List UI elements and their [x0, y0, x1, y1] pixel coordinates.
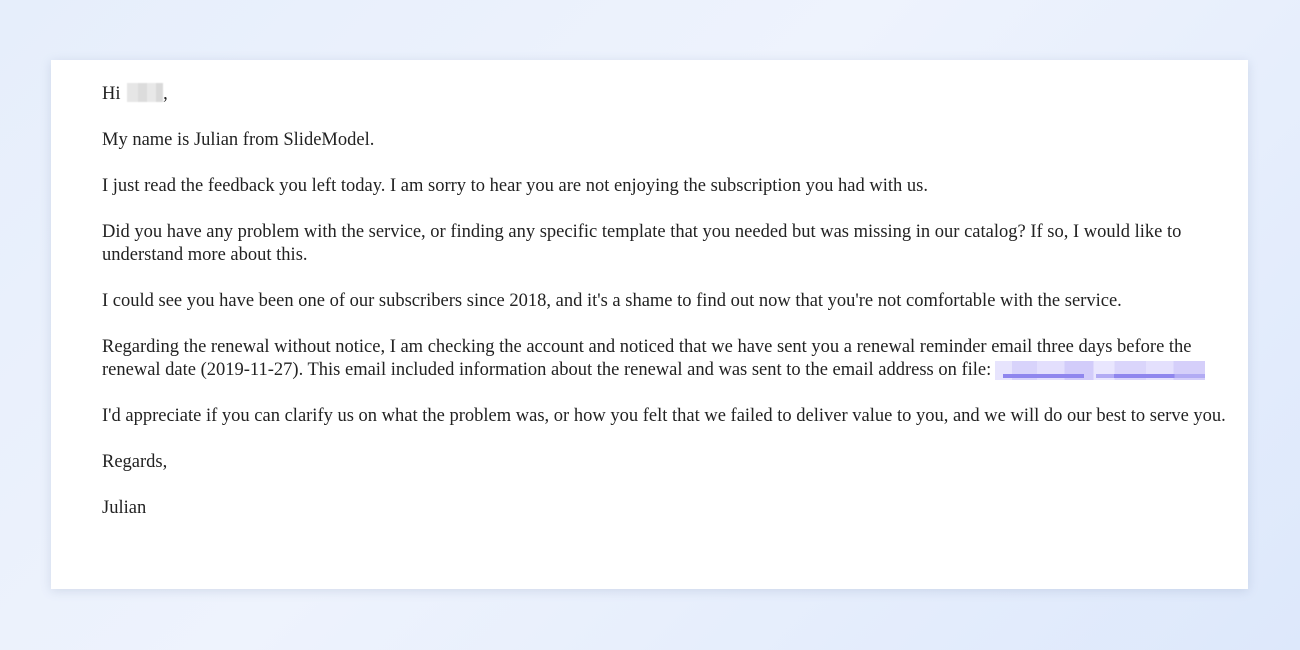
feedback-paragraph: I just read the feedback you left today. I am sorry to hear you are not enjoying the subscription you had with us.	[102, 176, 928, 196]
subscriber-paragraph: I could see you have been one of our subscribers since 2018, and it's a shame to find out now that you're not comfortable with the service.	[102, 291, 1122, 311]
greeting-suffix: ,	[163, 84, 168, 104]
appreciation-paragraph: I'd appreciate if you can clarify us on what the problem was, or how you felt that we failed to deliver value to you, and we will do our best to serve you.	[102, 406, 1226, 426]
email-body	[102, 83, 1237, 520]
greeting-line	[102, 83, 1237, 106]
closing-line: Regards,	[102, 452, 168, 472]
redacted-recipient-name	[127, 83, 163, 102]
intro-paragraph: My name is Julian from SlideModel.	[102, 130, 375, 150]
renewal-paragraph	[102, 336, 1237, 382]
greeting-prefix: Hi	[102, 84, 121, 104]
renewal-text: Regarding the renewal without notice, I am checking the account and noticed that we have sent you a renewal reminder email three days before the renewal date (2019-11-27). This email included information about the renewal and was sent to the email address on file:	[102, 337, 1192, 380]
question-paragraph: Did you have any problem with the service, or finding any specific template that you needed but was missing in our catalog? If so, I would like to understand more about this.	[102, 222, 1182, 265]
redacted-email-address	[995, 361, 1205, 380]
signature: Julian	[102, 498, 147, 518]
email-card	[51, 60, 1248, 589]
